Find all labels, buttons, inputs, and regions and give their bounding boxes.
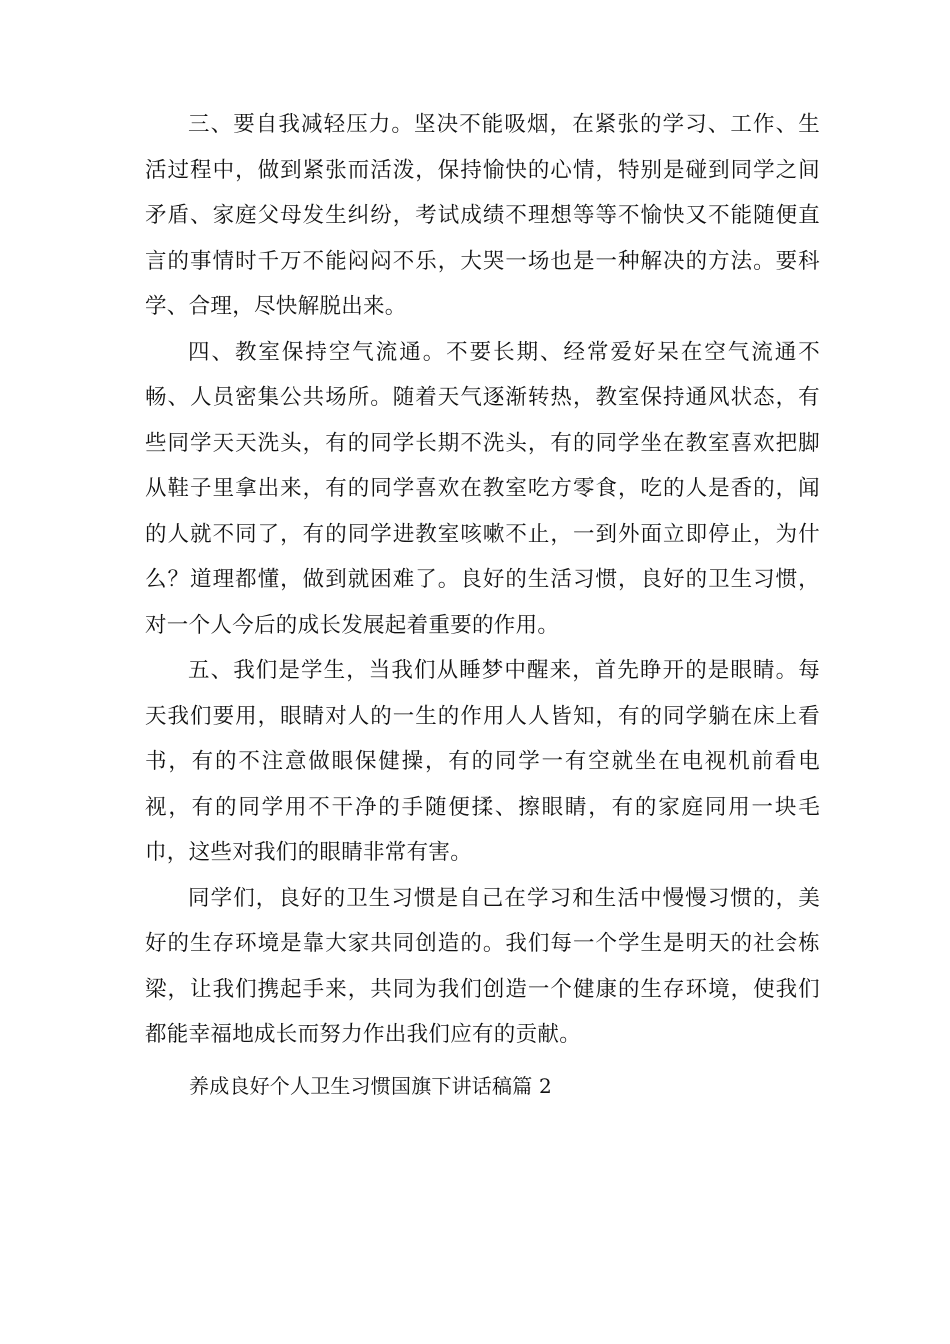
- paragraph-classroom-ventilation: 四、教室保持空气流通。不要长期、经常爱好呆在空气流通不畅、人员密集公共场所。随着天气逐渐转热，教室保持通风状态，有些同学天天洗头，有的同学长期不洗头，有的同学坐在教室喜欢把脚从鞋子里拿出来，有的同学喜欢在教室吃方零食，吃的人是香的，闻的人就不同了，有的同学进教室咳嗽不止，一到外面立即停止，为什么？道理都懂，做到就困难了。良好的生活习惯，良好的卫生习惯，对一个人今后的成长发展起着重要的作用。: [145, 339, 820, 638]
- paragraph-eye-care: 五、我们是学生，当我们从睡梦中醒来，首先睁开的是眼睛。每天我们要用，眼睛对人的一生的作用人人皆知，有的同学躺在床上看书，有的不注意做眼保健操，有的同学一有空就坐在电视机前看电视，有的同学用不干净的手随便揉、擦眼睛，有的家庭同用一块毛巾，这些对我们的眼睛非常有害。: [145, 658, 820, 865]
- paragraph-closing: 同学们，良好的卫生习惯是自己在学习和生活中慢慢习惯的，美好的生存环境是靠大家共同创造的。我们每一个学生是明天的社会栋梁，让我们携起手来，共同为我们创造一个健康的生存环境，使我们都能幸福地成长而努力作出我们应有的贡献。: [145, 885, 820, 1047]
- section-heading: 养成良好个人卫生习惯国旗下讲话稿篇 2: [189, 1073, 552, 1098]
- paragraph-reduce-stress: 三、要自我减轻压力。坚决不能吸烟，在紧张的学习、工作、生活过程中，做到紧张而活泼，保持愉快的心情，特别是碰到同学之间矛盾、家庭父母发生纠纷，考试成绩不理想等等不愉快又不能随便直言的事情时千万不能闷闷不乐，大哭一场也是一种解决的方法。要科学、合理，尽快解脱出来。: [145, 112, 820, 319]
- document-body: [145, 102, 820, 1109]
